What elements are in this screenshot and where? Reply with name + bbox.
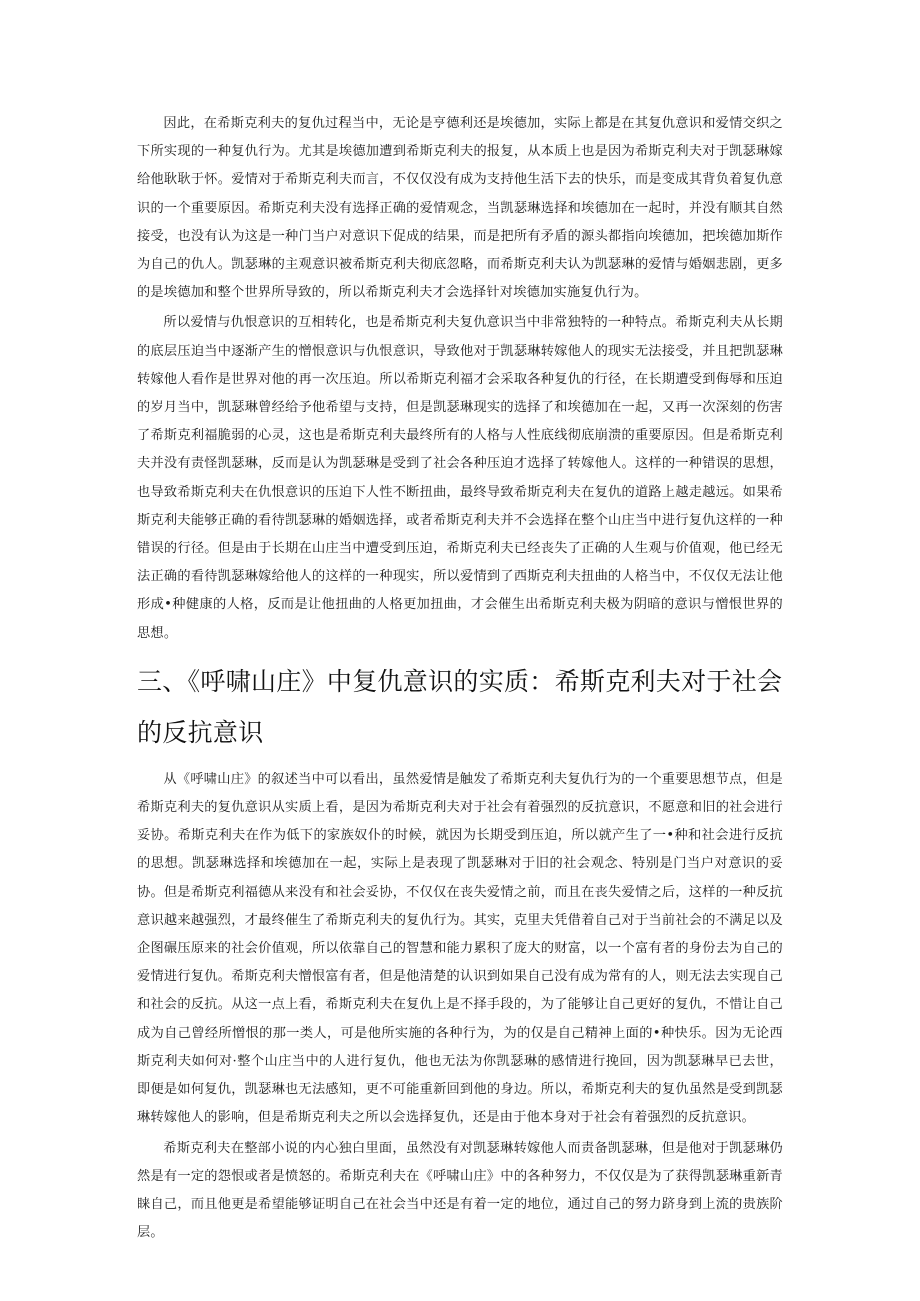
paragraph-love-hate-transformation: 所以爱情与仇恨意识的互相转化，也是希斯克利夫复仇意识当中非常独特的一种特点。希斯克利夫从长期的底层压迫当中逐渐产生的憎恨意识与仇恨意识，导致他对于凯瑟琳转嫁他人的现实无法接受，并且把凯瑟琳转嫁他人看作是世界对他的再一次压迫。所以希斯克利福才会采取各种复仇的行径，在长期遭受到侮辱和压迫的岁月当中，凯瑟琳曾经给予他希望与支持，但是凯瑟琳现实的选择了和埃德加在一起，又再一次深刻的伤害了希斯克利福脆弱的心灵，这也是希斯克利夫最终所有的人格与人性底线彻底崩溃的重要原因。但是希斯克利夫并没有责怪凯瑟琳，反而是认为凯瑟琳是受到了社会各种压迫才选择了转嫁他人。这样的一种错误的思想，也导致希斯克利夫在仇恨意识的压迫下人性不断扭曲，最终导致希斯克利夫在复仇的道路上越走越远。如果希斯克利夫能够正确的看待凯瑟琳的婚姻选择，或者希斯克利夫并不会选择在整个山庄当中进行复仇这样的一种错误的行径。但是由于长期在山庄当中遭受到压迫，希斯克利夫已经丧失了正确的人生观与价值观，他已经无法正确的看待凯瑟琳嫁给他人的这样的一种现实，所以爱情到了西斯克利夫扭曲的人格当中，不仅仅无法让他形成•种健康的人格，反而是让他扭曲的人格更加扭曲，才会催生出希斯克利夫极为阴暗的意识与憎恨世界的思想。: [137, 315, 783, 641]
section-heading: 三、《呼啸山庄》中复仇意识的实质：希斯克利夫对于社会的反抗意识: [137, 666, 783, 747]
document-page: [137, 110, 783, 1247]
paragraph-revenge-and-love: 因此，在希斯克利夫的复仇过程当中，无论是亨德利还是埃德加，实际上都是在其复仇意识和爱情交织之下所实现的一种复仇行为。尤其是埃德加遭到希斯克利夫的报复，从本质上也是因为希斯克利夫对于凯瑟琳嫁给他耿耿于怀。爱情对于希斯克利夫而言，不仅仅没有成为支持他生活下去的快乐，而是变成其背负着复仇意识的一个重要原因。希斯克利夫没有选择正确的爱情观念，当凯瑟琳选择和埃德加在一起时，并没有顺其自然接受，也没有认为这是一种门当户对意识下促成的结果，而是把所有矛盾的源头都指向埃德加，把埃德加斯作为自己的仇人。凯瑟琳的主观意识被希斯克利夫彻底忽略，而希斯克利夫认为凯瑟琳的爱情与婚姻悲剧，更多的是埃德加和整个世界所导致的，所以希斯克利夫才会选择针对埃德加实施复仇行为。: [137, 116, 783, 301]
paragraph-inner-monologue: 希斯克利夫在整部小说的内心独白里面，虽然没有对凯瑟琳转嫁他人而责备凯瑟琳，但是他对于凯瑟琳仍然是有一定的怨恨或者是愤怒的。希斯克利夫在《呼啸山庄》中的各种努力，不仅仅是为了获得凯瑟琳重新青睐自己，而且他更是希望能够证明自己在社会当中还是有着一定的地位，通过自己的努力跻身到上流的贵族阶层。: [137, 1140, 783, 1241]
paragraph-social-resistance: 从《呼啸山庄》的叙述当中可以看出，虽然爱情是触发了希斯克利夫复仇行为的一个重要思想节点，但是希斯克利夫的复仇意识从实质上看，是因为希斯克利夫对于社会有着强烈的反抗意识，不愿意和旧的社会进行妥协。希斯克利夫在作为低下的家族奴仆的时候，就因为长期受到压迫，所以就产生了一•种和社会进行反抗的思想。凯瑟琳选择和埃德加在一起，实际上是表现了凯瑟琳对于旧的社会观念、特别是门当户对意识的妥协。但是希斯克利福德从来没有和社会妥协，不仅仅在丧失爱情之前，而且在丧失爱情之后，这样的一种反抗意识越来越强烈，才最终催生了希斯克利夫的复仇行为。其实，克里夫凭借着自己对于当前社会的不满足以及企图碾压原来的社会价值观，所以依靠自己的智慧和能力累积了庞大的财富，以一个富有者的身份去为自己的爱情进行复仇。希斯克利夫憎恨富有者，但是他清楚的认识到如果自己没有成为常有的人，则无法去实现自己和社会的反抗。从这一点上看，希斯克利夫在复仇上是不择手段的，为了能够让自己更好的复仇，不惜让自己成为自己曾经所憎恨的那一类人，可是他所实施的各种行为，为的仅是自己精神上面的•种快乐。因为无论西斯克利夫如何对·整个山庄当中的人进行复仇，他也无法为你凯瑟琳的感情进行挽回，因为凯瑟琳早已去世，即便是如何复仇，凯瑟琳也无法感知，更不可能重新回到他的身边。所以，希斯克利夫的复仇虽然是受到凯瑟琳转嫁他人的影响，但是希斯克利夫之所以会选择复仇，还是由于他本身对于社会有着强烈的反抗意识。: [137, 771, 783, 1126]
